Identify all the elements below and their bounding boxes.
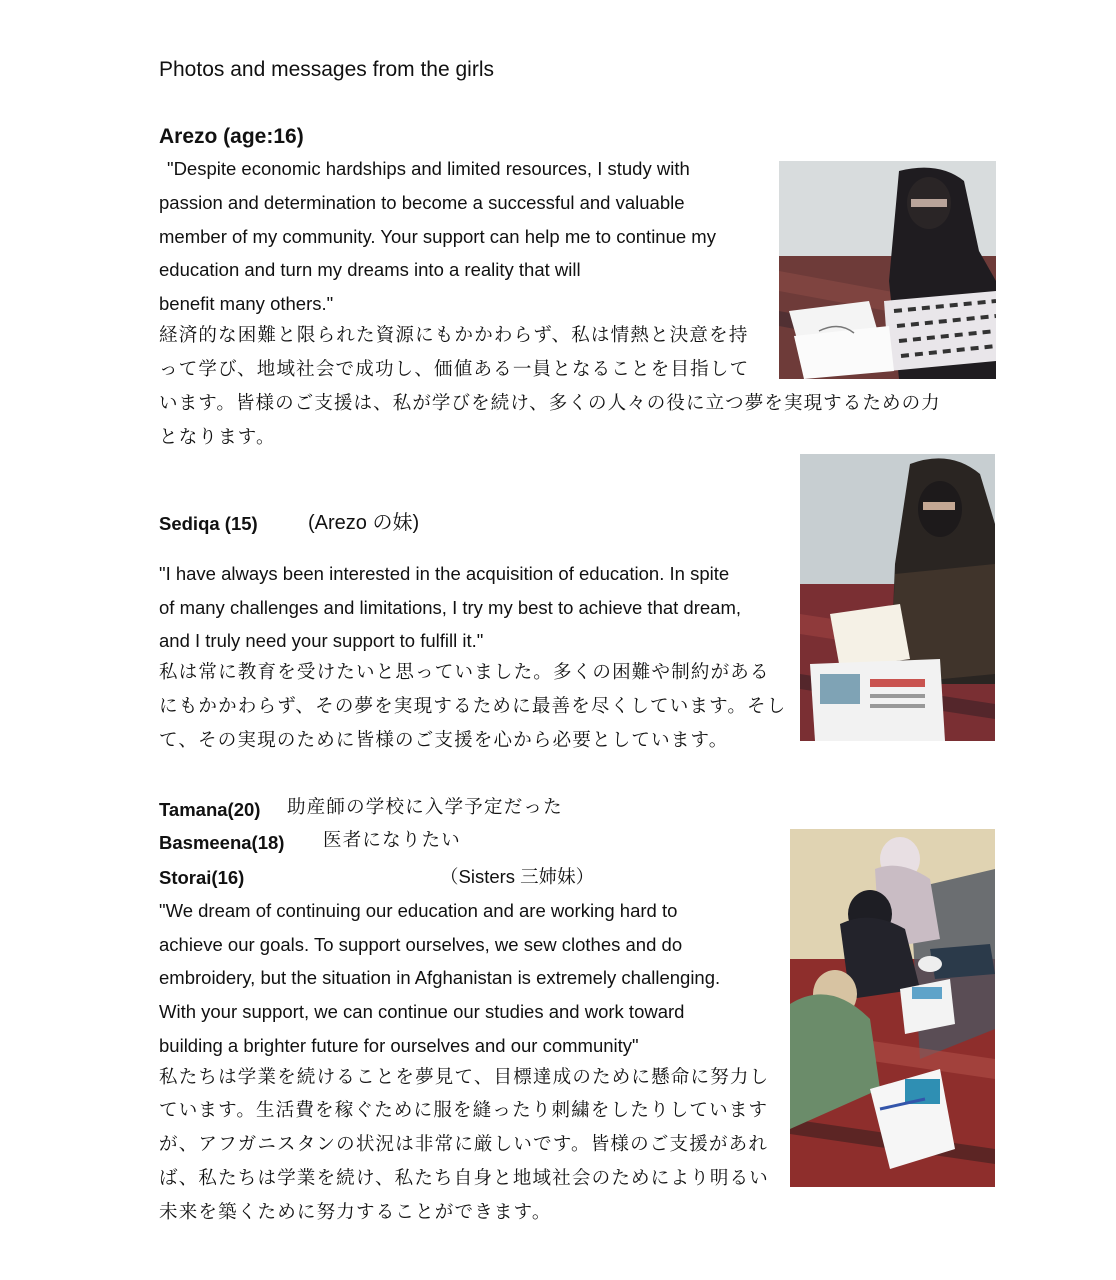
arezo-jp-line-1: 経済的な困難と限られた資源にもかかわらず、私は情熱と決意を持 — [159, 325, 749, 346]
sediqa-name: Sediqa (15) — [159, 513, 258, 534]
arezo-jp-line-3: います。皆様のご支援は、私が学びを続け、多くの人々の役に立つ夢を実現するための力 — [159, 393, 941, 414]
arezo-en-line-3: member of my community. Your support can help me to continue my — [159, 226, 716, 247]
sisters-jp-line-2: ています。生活費を稼ぐために服を縫ったり刺繍をしたりしています — [159, 1100, 769, 1121]
arezo-jp-line-2: って学び、地域社会で成功し、価値ある一員となることを目指して — [159, 359, 750, 380]
arezo-name: Arezo (age:16) — [159, 125, 304, 148]
storai-note: （Sisters 三姉妹） — [440, 866, 595, 887]
arezo-en-line-4: education and turn my dreams into a reality that will — [159, 259, 581, 280]
page-title: Photos and messages from the girls — [159, 58, 494, 81]
sediqa-jp-line-1: 私は常に教育を受けたいと思っていました。多くの困難や制約がある — [159, 662, 770, 683]
sediqa-en-line-1: "I have always been interested in the acquisition of education. In spite — [159, 563, 730, 584]
sediqa-jp-line-3: て、その実現のために皆様のご支援を心から必要としています。 — [159, 730, 729, 751]
arezo-jp-line-4: となります。 — [159, 427, 276, 448]
sisters-jp-line-3: が、アフガニスタンの状況は非常に厳しいです。皆様のご支援があれ — [159, 1134, 769, 1155]
sisters-jp-line-5: 未来を築くために努力することができます。 — [159, 1202, 552, 1223]
sisters-en-line-4: With your support, we can continue our studies and work toward — [159, 1001, 685, 1022]
storai-name: Storai(16) — [159, 867, 245, 888]
tamana-name: Tamana(20) — [159, 799, 261, 820]
arezo-en-line-1: "Despite economic hardships and limited resources, I study with — [167, 158, 690, 179]
sisters-jp-line-1: 私たちは学業を続けることを夢見て、目標達成のために懸命に努力し — [159, 1067, 770, 1088]
sisters-jp-line-4: ば、私たちは学業を続け、私たち自身と地域社会のためにより明るい — [159, 1168, 769, 1189]
basmeena-note: 医者になりたい — [323, 830, 461, 851]
sisters-en-line-1: "We dream of continuing our education and are working hard to — [159, 900, 678, 921]
sediqa-en-line-3: and I truly need your support to fulfill it." — [159, 630, 484, 651]
sediqa-jp-line-2: にもかかわらず、その夢を実現するために最善を尽くしています。そし — [159, 696, 787, 717]
basmeena-name: Basmeena(18) — [159, 832, 285, 853]
sediqa-en-line-2: of many challenges and limitations, I try my best to achieve that dream, — [159, 597, 742, 618]
sisters-en-line-2: achieve our goals. To support ourselves, we sew clothes and do — [159, 934, 683, 955]
sediqa-photo — [800, 454, 995, 741]
arezo-en-line-5: benefit many others." — [159, 293, 334, 314]
sediqa-relation: (Arezo の妹) — [308, 512, 420, 534]
arezo-en-line-2: passion and determination to become a successful and valuable — [159, 192, 685, 213]
arezo-photo — [779, 161, 996, 379]
sisters-photo — [790, 829, 995, 1187]
sisters-en-line-5: building a brighter future for ourselves and our community" — [159, 1035, 639, 1056]
sisters-en-line-3: embroidery, but the situation in Afghanistan is extremely challenging. — [159, 967, 721, 988]
tamana-note: 助産師の学校に入学予定だった — [287, 797, 563, 818]
